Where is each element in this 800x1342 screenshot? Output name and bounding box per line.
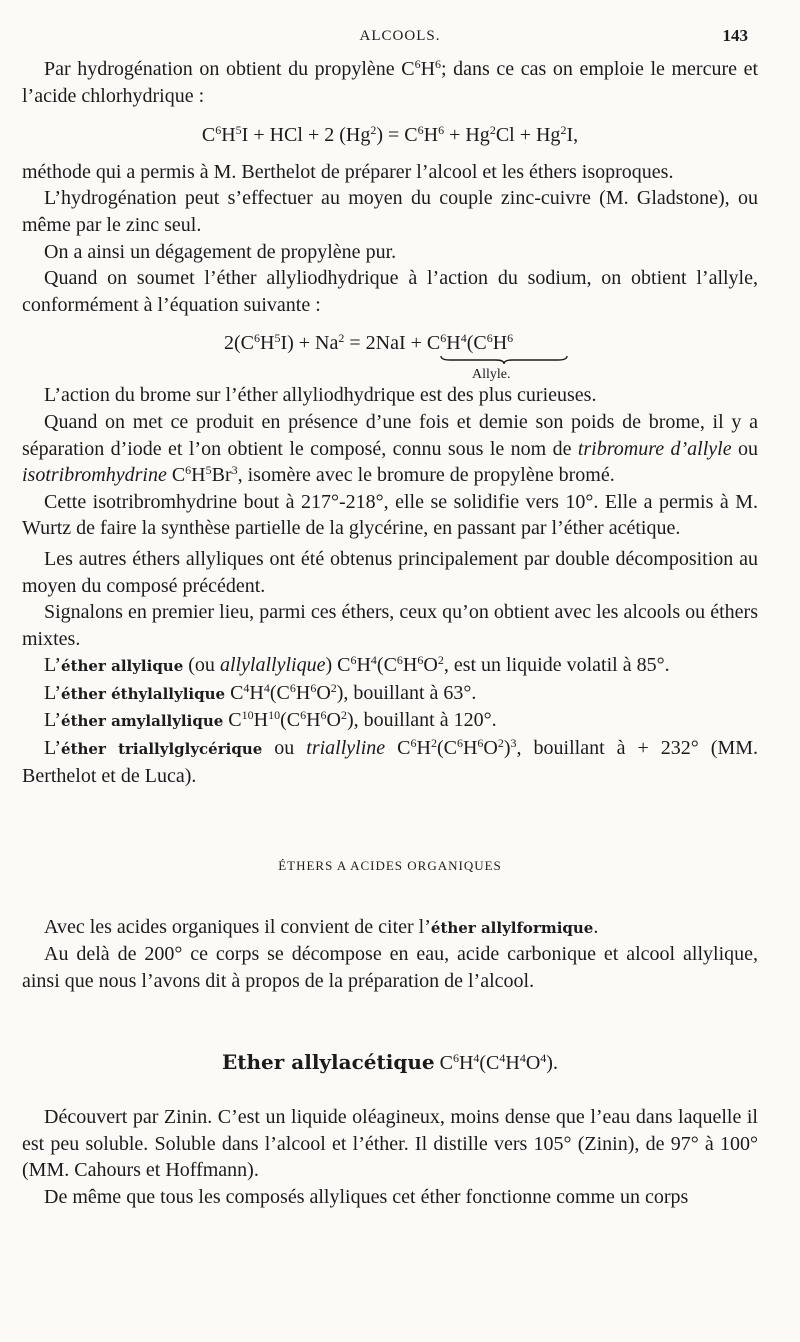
- paragraph: Les autres éthers allyliques ont été obtenus principalement par double décomposition au moyen du composé précédent.: [22, 547, 758, 597]
- list-item: L’éther allylique (ou allylallylique) $C^6H^4(C^6H^6O^2$, est un liquide volatil à 85°.: [44, 653, 670, 677]
- paragraph: L’action du brome sur l’éther allyliodhydrique est des plus curieuses.: [44, 384, 597, 407]
- paragraph: Quand on met ce produit en présence d’une fois et demie son poids de brome, il y a séparation d’iode et l’on obtient le composé, connu sous le nom de tribromure d’allyle ou isotribromhydrine $C^6H^5Br^3$, isomère avec le bromure de propylène bromé.: [22, 410, 758, 487]
- section-title: Ether allylacétique $C^6H^4(C^4H^4O^4)$.: [222, 1049, 558, 1074]
- paragraph: Cette isotribromhydrine bout à 217°-218°, elle se solidifie vers 10°. Elle a permis à M. Wurtz de faire la synthèse partielle de la glycérine, en passant par l’éther acétique.: [22, 490, 758, 540]
- allyle-label: Allyle.: [472, 367, 511, 383]
- paragraph: Au delà de 200° ce corps se décompose en eau, acide carbonique et alcool allylique, ainsi que nous l’avons dit à propos de la préparation de l’alcool.: [22, 943, 758, 993]
- paragraph: Par hydrogénation on obtient du propylène $C^6H^6$; dans ce cas on emploie le mercure et l’acide chlorhydrique :: [22, 57, 759, 107]
- paragraph: Découvert par Zinin. C’est un liquide oléagineux, moins dense que l’eau dans laquelle il est peu soluble. Soluble dans l’alcool et l’éther. Il distille vers 105° (Zinin), de 97° à 100° (MM. Cahours et Hoffmann).: [22, 1106, 758, 1182]
- paragraph: De même que tous les composés allyliques cet éther fonctionne comme un corps: [44, 1186, 689, 1208]
- page-number: 143: [722, 26, 748, 45]
- paragraph: méthode qui a permis à M. Berthelot de préparer l’alcool et les éthers isoproques.: [22, 160, 674, 183]
- section-heading: ÉTHERS A ACIDES ORGANIQUES: [278, 858, 502, 874]
- list-item: L’éther éthylallylique $C^4H^4(C^6H^6O^2)$, bouillant à 63°.: [44, 680, 477, 704]
- paragraph: Signalons en premier lieu, parmi ces éthers, ceux qu’on obtient avec les alcools ou éthers mixtes.: [22, 601, 758, 650]
- equation: $C^6H^5I$ + HCl + 2 $(Hg^2) = C^6H^6 + Hg^2Cl + Hg^2I$,: [201, 123, 579, 147]
- page-header: [0, 24, 800, 48]
- list-item: L’éther amylallylique $C^{10}H^{10}(C^6H^6O^2)$, bouillant à 120°.: [44, 708, 497, 732]
- body-text: [22, 56, 758, 1211]
- paragraph: On a ainsi un dégagement de propylène pur.: [44, 240, 397, 263]
- equation-allyle: [22, 324, 758, 383]
- paragraph: L’hydrogénation peut s’effectuer au moyen du couple zinc-cuivre (M. Gladstone), ou même par le zinc seul.: [22, 187, 758, 236]
- list-item: L’éther triallylglycérique ou triallyline $C^6H^2(C^6H^6O^2)^3$, bouillant à + 232° (MM. Berthelot et de Luca).: [22, 736, 759, 787]
- equation: $2(C^6H^5I) + Na^2 = 2NaI + C^6H^4(C^6H^6$: [224, 331, 514, 355]
- running-head: ALCOOLS.: [359, 28, 441, 44]
- paragraph: Quand on soumet l’éther allyliodhydrique à l’action du sodium, on obtient l’allyle, conformément à l’équation suivante :: [22, 267, 758, 316]
- paragraph: Avec les acides organiques il convient de citer l’éther allylformique.: [44, 915, 599, 938]
